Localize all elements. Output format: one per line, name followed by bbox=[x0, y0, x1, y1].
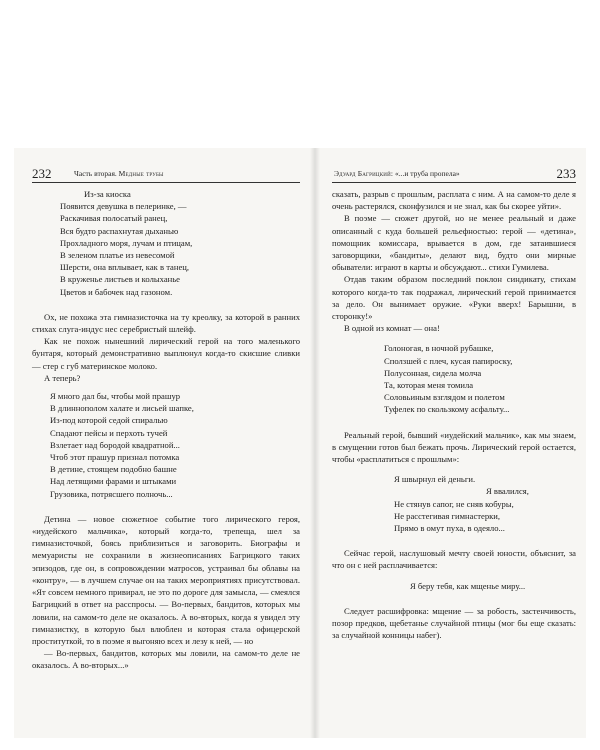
poem-line: Раскачивая полосатый ранец, bbox=[60, 213, 168, 224]
book-spread bbox=[14, 148, 586, 738]
poem-line: Прямо в омут пуха, в одеяло... bbox=[394, 523, 505, 534]
page-number: 233 bbox=[556, 166, 576, 181]
poem-line: Шерсти, она вплывает, как в танец, bbox=[60, 262, 190, 273]
right-page bbox=[332, 148, 576, 738]
poem-line: Полусонная, сидела молча bbox=[384, 367, 482, 378]
poem-line: Цветов и бабочек над газоном. bbox=[60, 286, 173, 297]
running-head-title: Медные трубы bbox=[118, 169, 164, 178]
paragraph: А теперь? bbox=[44, 372, 81, 383]
page-number: 232 bbox=[32, 166, 52, 181]
poem-line: Грузовика, потрясшего полночь... bbox=[50, 488, 173, 499]
poem-line: Из-за киоска bbox=[84, 189, 131, 199]
poem-stanza bbox=[410, 580, 576, 592]
paragraph: Следует расшифровка: мщение — за робость, застенчивость, позор предков, щебетанье случайной птицы (мог бы еще сказать: за случайной конницы набег). bbox=[332, 605, 576, 641]
poem-line: Взлетает над бородой квадратной... bbox=[50, 439, 180, 450]
poem-line: Я беру тебя, как мщенье миру... bbox=[410, 580, 526, 591]
running-head-author: Эдуард Багрицкий: bbox=[334, 169, 394, 178]
poem-line: Вся будто распахнутая дыханью bbox=[60, 225, 179, 236]
poem-stanza bbox=[384, 342, 576, 415]
poem-line: Туфелек по скользкому асфальту... bbox=[384, 404, 510, 415]
poem-line: Я швырнул ей деньги. bbox=[394, 474, 476, 485]
poem-line: Над летящими фарами и штыками bbox=[50, 476, 177, 487]
paragraph: Детина — новое сюжетное событие того лирического героя, «иудейского мальчика», который когда-то, трепеща, шел за гимназисточкой, боясь приблизиться и заговорить. Биографы и мемуаристы не сохранили в жизнеописаниях Багрицкого таких эпизодов, где он, в сопровождении матросов, устраивал бы облавы на «контру», — в лучшем случае он на таких мероприятиях присутствовал. «Ят совсем немного привирал, не это по дороге для замысла, — смеялся Багрицкий в ответ на расспросы. — Во-первых, бандитов, которых мы ловили, на самом-то деле не оказалось. А во-вторых, когда я увидел эту гимназистку, в которую был влюблен и которая стала офицерской проституткой, то в поэме я выгоняю всех и лезу к ней, — но bbox=[32, 513, 300, 646]
left-page-body bbox=[32, 186, 300, 672]
poem-line: Та, которая меня томила bbox=[384, 380, 474, 391]
poem-line: В круженье листьев и колыханье bbox=[60, 274, 181, 285]
running-head-part: Часть вторая. bbox=[74, 169, 117, 178]
paragraph: Как не похож нынешний лирический герой на того маленького бунтаря, который демонстративно выплюнул когда-то скисшие сливки — стер с губ материнское молоко. bbox=[32, 336, 300, 371]
poem-line: В длиннополом халате и лисьей шапке, bbox=[50, 403, 194, 414]
poem-line: Сползшей с плеч, кусая папироску, bbox=[384, 355, 513, 366]
paragraph: Ох, не похожа эта гимназисточка на ту креолку, за которой в ранних стихах слуга-индус нес серебристый шлейф. bbox=[32, 311, 300, 335]
paragraph: В одной из комнат — она! bbox=[344, 323, 440, 334]
running-head bbox=[334, 166, 460, 182]
poem-stanza bbox=[60, 188, 300, 298]
running-head-quote: «...и труба пропела» bbox=[395, 169, 460, 178]
paragraph: Сейчас герой, наслушовый мечту своей юности, объяснит, за что он с ней расплачивается: bbox=[332, 548, 576, 571]
poem-line: Голоногая, в ночной рубашке, bbox=[384, 343, 494, 354]
paragraph: Отдав таким образом последний поклон синдикату, стихам которого когда-то так подражал, лирический герой принимается за дело. Он вынимает оружие. «Руки вверх! Барышни, в сторонку!» bbox=[332, 274, 576, 322]
left-page bbox=[32, 148, 300, 738]
poem-line: Чтоб этот прашур признал потомка bbox=[50, 452, 180, 463]
paragraph: Реальный герой, бывший «иудейский мальчик», как мы знаем, в смущении готов был бежать прочь. Лирический герой остается, чтобы «расплатиться с прошлым»: bbox=[332, 429, 576, 465]
page-gutter bbox=[310, 148, 320, 738]
poem-stanza bbox=[50, 390, 300, 500]
poem-stanza bbox=[394, 473, 576, 534]
running-head bbox=[74, 166, 164, 182]
poem-line: Прохладного моря, лучам и птицам, bbox=[60, 237, 193, 248]
poem-line: В детине, стоящем подобно башне bbox=[50, 464, 177, 475]
poem-line: Не расстегивая гимнастерки, bbox=[394, 510, 501, 521]
paragraph: — Во-первых, бандитов, которых мы ловили, на самом-то деле не оказалось. А во-вторых...» bbox=[32, 648, 300, 671]
poem-line: Я много дал бы, чтобы мой прашур bbox=[50, 391, 181, 402]
poem-line: Из-под которой седой спиралью bbox=[50, 415, 168, 426]
paragraph: сказать, разрыв с прошлым, расплата с ним. А на самом-то деле я очень растерялся, сконфузился и не знал, как бы скорее уйти». bbox=[332, 189, 576, 212]
left-page-header bbox=[32, 166, 300, 183]
paragraph: В поэме — сюжет другой, но не менее реальный и даже описанный с куда большей рельефностью: герой — «детина», помощник комиссара, врывается в дом, где затаившиеся заговорщики, «бандиты», делают вид, будто они мирные обыватели: играют в карты и обсуждают... стихи Гумилева. bbox=[332, 213, 576, 273]
poem-line: Я ввалился, bbox=[486, 486, 529, 497]
poem-line: Появится девушка в пелеринке, — bbox=[60, 201, 187, 212]
poem-line: Не стянув сапог, не сняв кобуры, bbox=[394, 498, 514, 509]
right-page-body bbox=[332, 188, 576, 642]
poem-line: Спадают пейсы и перхоть тучей bbox=[50, 427, 168, 438]
poem-line: В зеленом платье из невесомой bbox=[60, 250, 175, 261]
poem-line: Соловьиным взглядом и полетом bbox=[384, 392, 505, 403]
right-page-header bbox=[332, 166, 576, 183]
